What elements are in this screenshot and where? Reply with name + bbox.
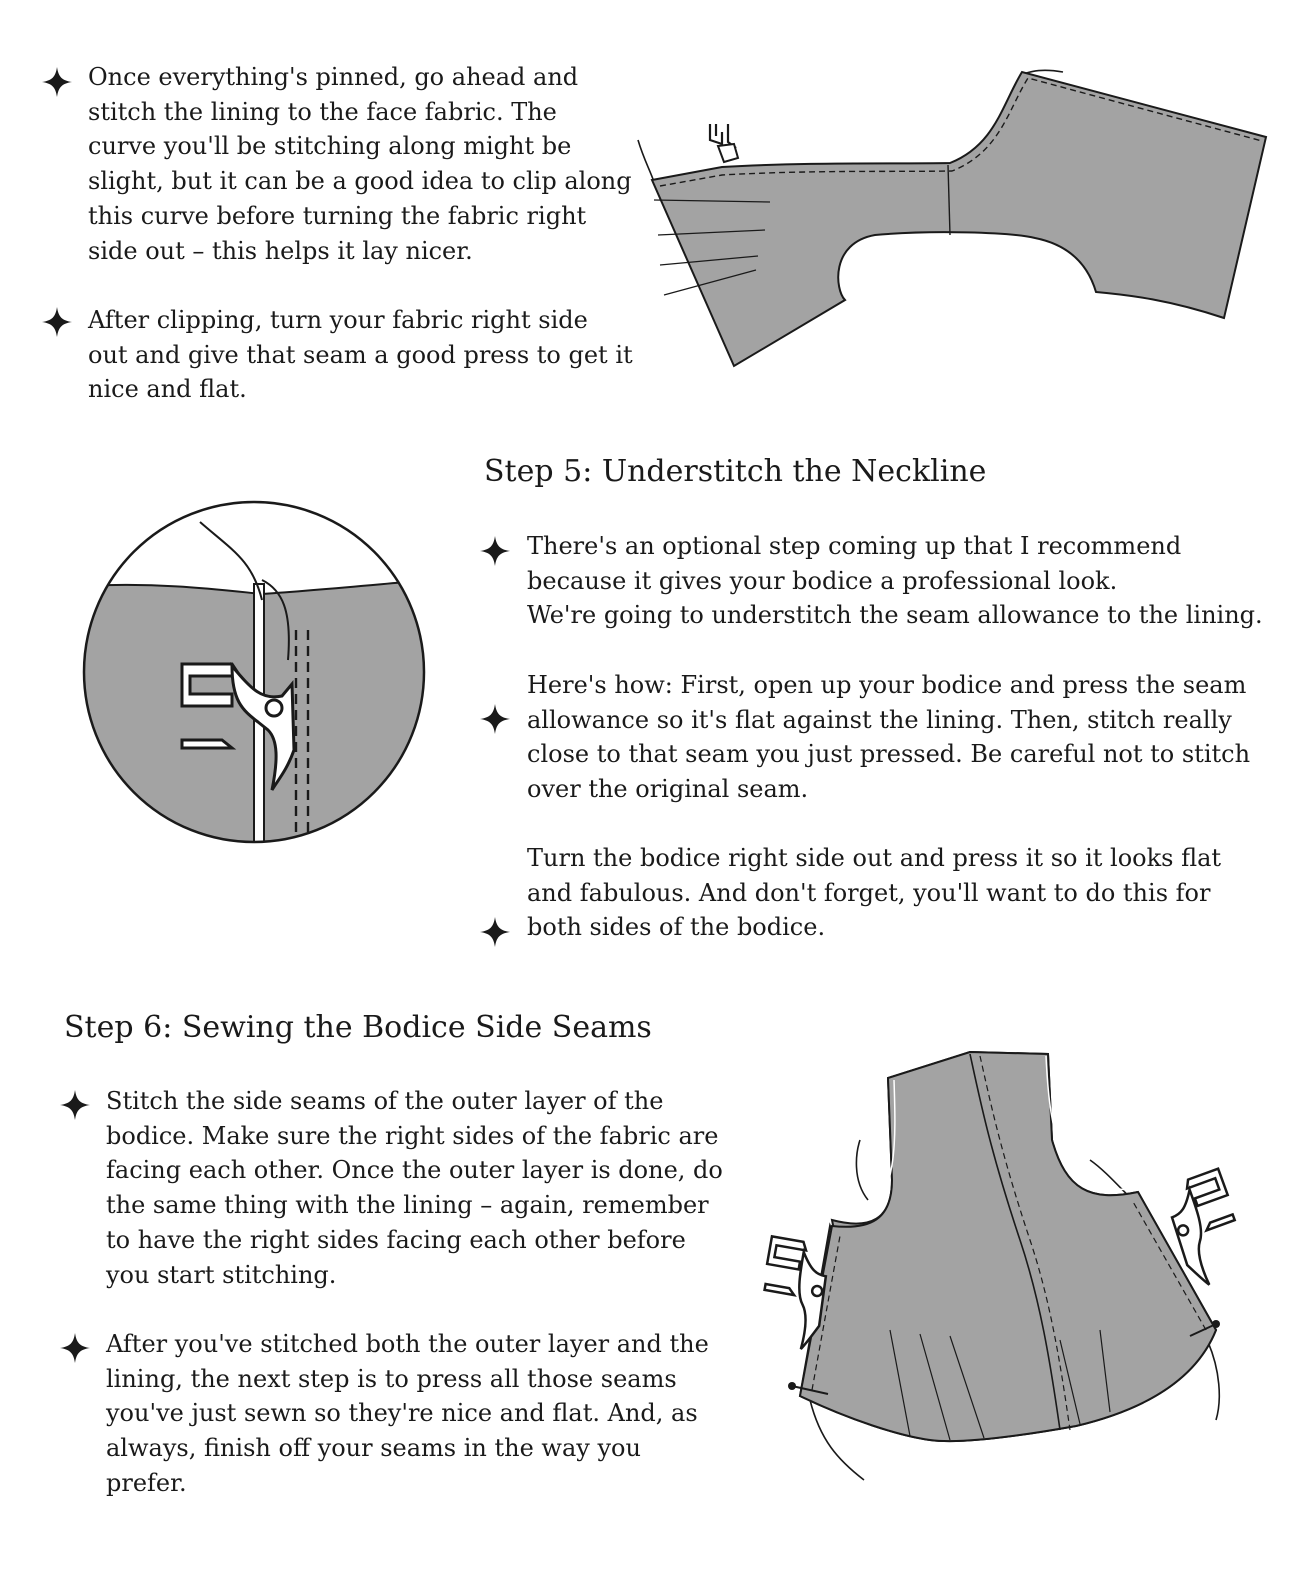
bullet-text: Here's how: First, open up your bodice and press the seam allowance so it's flat against the lining. Then, stitch really close to that seam you just pressed. Be careful not to stitch over the original seam. <box>527 671 1251 804</box>
bullet-text: After you've stitched both the outer layer and the lining, the next step is to press all those seams you've just sewn so they're nice and flat. And, as always, finish off your seams in the way you prefer. <box>106 1330 709 1497</box>
bodice-lining-illustration <box>630 60 1280 380</box>
bullet-star-icon <box>42 307 72 337</box>
bullet-star-icon <box>480 536 510 566</box>
bullet-star-icon <box>60 1333 90 1363</box>
bullet-text: Turn the bodice right side out and press it so it looks flat and fabulous. And don't forget, you'll want to do this for both sides of the bodice. <box>527 844 1222 942</box>
step5-heading: Step 5: Understitch the Neckline <box>484 454 987 489</box>
bodice-side-seam-illustration <box>760 1040 1230 1470</box>
bullet-star-icon <box>60 1090 90 1120</box>
bullet-text: There's an optional step coming up that I recommend because it gives your bodice a professional look. We're going to understitch the seam allowance to the lining. <box>527 532 1263 630</box>
bullet-star-icon <box>42 67 72 97</box>
bullet-star-icon <box>480 917 510 947</box>
understitch-closeup-illustration <box>82 500 430 848</box>
bullet-text: After clipping, turn your fabric right side out and give that seam a good press to get it nice and flat. <box>88 306 633 404</box>
bullet-text: Once everything's pinned, go ahead and stitch the lining to the face fabric. The curve you'll be stitching along might be slight, but it can be a good idea to clip along this curve before turning the fabric right side out – this helps it lay nicer. <box>88 63 632 265</box>
bullet-star-icon <box>480 704 510 734</box>
presser-foot-icon <box>710 124 738 162</box>
bullet-text: Stitch the side seams of the outer layer of the bodice. Make sure the right sides of the fabric are facing each other. Once the outer layer is done, do the same thing with the lining – again, remember to have the right sides facing each other before you start stitching. <box>106 1087 723 1289</box>
step6-heading: Step 6: Sewing the Bodice Side Seams <box>64 1010 652 1045</box>
